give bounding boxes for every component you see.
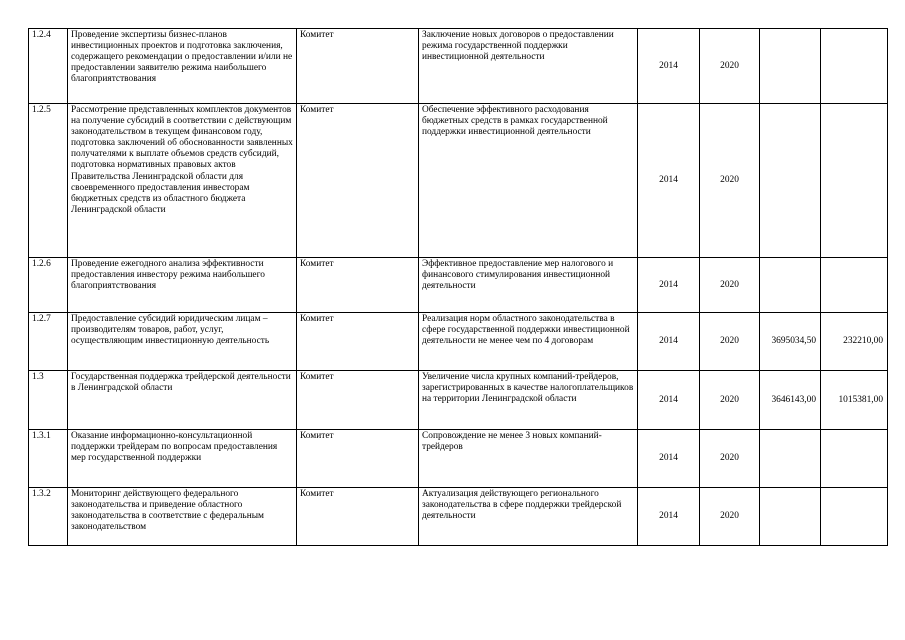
executor-cell: Комитет <box>297 313 419 371</box>
measure-name-cell: Государственная поддержка трейдерской деятельности в Ленинградской области <box>68 371 297 430</box>
table-row <box>29 488 888 546</box>
measure-name-cell: Рассмотрение представленных комплектов документов на получение субсидий в соответствии с действующим законодательством в текущем финансовом году, подготовка заключений об обоснованности заявленных получателями к выплате объемов средств субсидий, подготовка нормативных правовых актов Правительства Ленинградской области для своевременного предоставления инвесторам бюджетных средств из областного бюджета Ленинградской области <box>68 104 297 258</box>
row-number-cell: 1.2.7 <box>29 313 68 371</box>
table-row <box>29 258 888 313</box>
executor-cell: Комитет <box>297 371 419 430</box>
funding-amount-1-cell <box>760 488 821 546</box>
funding-amount-1-cell <box>760 258 821 313</box>
funding-amount-2-cell <box>821 430 888 488</box>
expected-result-cell: Обеспечение эффективного расходования бюджетных средств в рамках государственной поддержки инвестиционной деятельности <box>419 104 638 258</box>
table-row <box>29 430 888 488</box>
funding-amount-2-cell <box>821 29 888 104</box>
end-year-cell: 2020 <box>700 104 760 258</box>
row-number-cell: 1.3.2 <box>29 488 68 546</box>
funding-amount-2-cell: 232210,00 <box>821 313 888 371</box>
table-body <box>29 29 888 546</box>
start-year-cell: 2014 <box>638 488 700 546</box>
end-year-cell: 2020 <box>700 371 760 430</box>
measure-name-cell: Оказание информационно-консультационной поддержки трейдерам по вопросам предоставления мер государственной поддержки <box>68 430 297 488</box>
end-year-cell: 2020 <box>700 430 760 488</box>
row-number-cell: 1.3.1 <box>29 430 68 488</box>
executor-cell: Комитет <box>297 29 419 104</box>
start-year-cell: 2014 <box>638 258 700 313</box>
measure-name-cell: Проведение ежегодного анализа эффективности предоставления инвестору режима наибольшего благоприятствования <box>68 258 297 313</box>
row-number-cell: 1.2.5 <box>29 104 68 258</box>
measures-table <box>28 28 888 546</box>
funding-amount-1-cell: 3695034,50 <box>760 313 821 371</box>
end-year-cell: 2020 <box>700 29 760 104</box>
table-row <box>29 104 888 258</box>
end-year-cell: 2020 <box>700 488 760 546</box>
measure-name-cell: Предоставление субсидий юридическим лицам – производителям товаров, работ, услуг, осуществляющим инвестиционную деятельность <box>68 313 297 371</box>
table-row <box>29 29 888 104</box>
start-year-cell: 2014 <box>638 430 700 488</box>
start-year-cell: 2014 <box>638 371 700 430</box>
funding-amount-2-cell: 1015381,00 <box>821 371 888 430</box>
funding-amount-1-cell <box>760 29 821 104</box>
row-number-cell: 1.2.6 <box>29 258 68 313</box>
expected-result-cell: Заключение новых договоров о предоставлении режима государственной поддержки инвестиционной деятельности <box>419 29 638 104</box>
start-year-cell: 2014 <box>638 29 700 104</box>
expected-result-cell: Увеличение числа крупных компаний-трейдеров, зарегистрированных в качестве налогоплательщиков на территории Ленинградской области <box>419 371 638 430</box>
row-number-cell: 1.2.4 <box>29 29 68 104</box>
expected-result-cell: Сопровождение не менее 3 новых компаний-трейдеров <box>419 430 638 488</box>
funding-amount-2-cell <box>821 258 888 313</box>
funding-amount-2-cell <box>821 104 888 258</box>
funding-amount-1-cell: 3646143,00 <box>760 371 821 430</box>
executor-cell: Комитет <box>297 104 419 258</box>
funding-amount-1-cell <box>760 430 821 488</box>
end-year-cell: 2020 <box>700 258 760 313</box>
row-number-cell: 1.3 <box>29 371 68 430</box>
executor-cell: Комитет <box>297 488 419 546</box>
funding-amount-2-cell <box>821 488 888 546</box>
expected-result-cell: Эффективное предоставление мер налогового и финансового стимулирования инвестиционной деятельности <box>419 258 638 313</box>
start-year-cell: 2014 <box>638 104 700 258</box>
expected-result-cell: Реализация норм областного законодательства в сфере государственной поддержки инвестиционной деятельности не менее чем по 4 договорам <box>419 313 638 371</box>
start-year-cell: 2014 <box>638 313 700 371</box>
measure-name-cell: Проведение экспертизы бизнес-планов инвестиционных проектов и подготовка заключения, содержащего рекомендации о предоставлении и/или не предоставлении заявителю режима наибольшего благоприятствования <box>68 29 297 104</box>
table-row <box>29 313 888 371</box>
funding-amount-1-cell <box>760 104 821 258</box>
table-row <box>29 371 888 430</box>
measure-name-cell: Мониторинг действующего федерального законодательства и приведение областного законодательства в соответствие с федеральным законодательством <box>68 488 297 546</box>
executor-cell: Комитет <box>297 258 419 313</box>
executor-cell: Комитет <box>297 430 419 488</box>
expected-result-cell: Актуализация действующего регионального законодательства в сфере поддержки трейдерской деятельности <box>419 488 638 546</box>
end-year-cell: 2020 <box>700 313 760 371</box>
